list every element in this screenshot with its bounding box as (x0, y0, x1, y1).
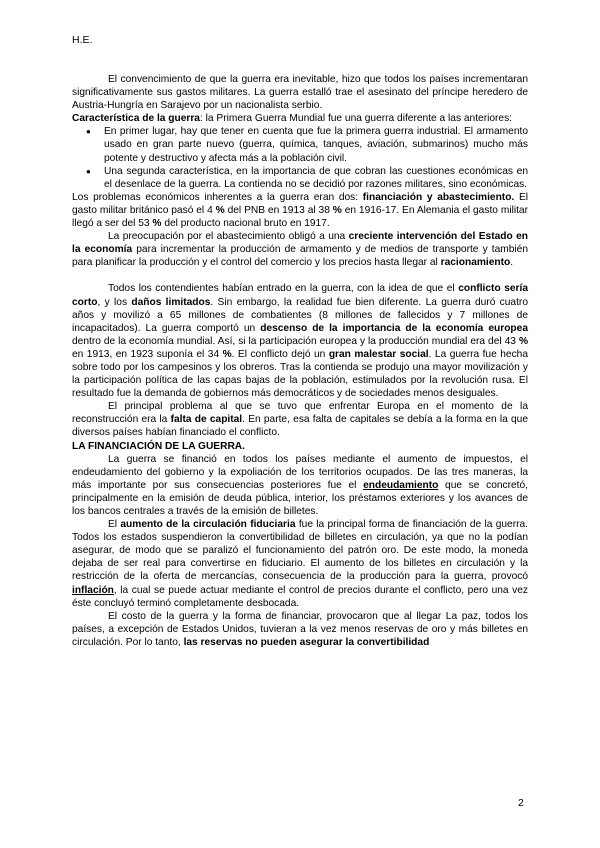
bold-underlined-term: endeudamiento (363, 479, 439, 491)
page-number: 2 (518, 797, 524, 809)
page-header: H.E. (72, 34, 93, 46)
spacer (72, 269, 528, 282)
paragraph-reserves: El costo de la guerra y la forma de financiar, provocaron que al llegar La paz, todos los países, a excepción de Estados Unidos, tuvieran a la vez menos reservas de oro y más billetes en circulación. Por lo tanto, las reservas no pueden asegurar la convertibilidad (72, 610, 528, 648)
bold-term: creciente intervención del Estado en la economía (72, 231, 528, 256)
bold-term: racionamiento (440, 257, 511, 269)
bold-term: daños limitados (131, 296, 211, 308)
bold-underlined-term: inflación (72, 584, 114, 596)
bold-term: falta de capital (170, 414, 243, 426)
bold-term: las reservas no pueden asegurar la convertibilidad (183, 636, 430, 648)
bold-term: financiación y abastecimiento. (362, 191, 515, 203)
list-item: ● Una segunda característica, en la importancia de que cobran las cuestiones económicas en el desenlace de la guerra. La contienda no se decidió por razones militares, sino económicas. (104, 165, 528, 191)
paragraph-consequences: Todos los contendientes habían entrado en la guerra, con la idea de que el conflicto sería corto, y los daños limitados. Sin embargo, la realidad fue bien diferente. La guerra duró cuatro años y movilizó a 65 millones de combatientes (8 millones de fallecidos y 7 millones de incapacitados). La guerra comportó un descenso de la importancia de la economía europea dentro de la economía mundial. Así, si la participación europea y la producción mundial era del 43 % en 1913, en 1923 suponía el 34 %. El conflicto dejó un gran malestar social. La guerra fue hecha sobre todo por los campesinos y los obreros. Tras la contienda se produjo una mayor movilización y la participación política de las capas bajas de la población, estimulados por la revolución rusa. El resultado fue la demanda de gobiernos más democráticos y de sociedades menos desiguales. (72, 283, 528, 400)
paragraph-supply: La preocupación por el abastecimiento obligó a una creciente intervención del Estado en la economía para incrementar la producción de armamento y de medios de transporte y también para planificar la producción y el control del comercio y los precios hasta llegar al racionamiento. (72, 231, 528, 269)
paragraph-intro: El convencimiento de que la guerra era inevitable, hizo que todos los países incrementaran significativamente sus gastos militares. La guerra estalló trae el asesinato del príncipe heredero de Austria-Hungría en Sarajevo por un nacionalista serbio. (72, 74, 528, 112)
paragraph-financing: La guerra se financió en todos los países mediante el aumento de impuestos, el endeudamiento del gobierno y la expoliación de los territorios ocupados. De las tres maneras, la más importante por sus consecuencias posteriores fue el endeudamiento que se concretó, principalmente en la emisión de deuda pública, interior, los préstamos exteriores y los avances de los bancos centrales a través de la emisión de billetes. (72, 453, 528, 517)
paragraph-characteristics: Característica de la guerra: la Primera Guerra Mundial fue una guerra diferente a las anteriores: (72, 113, 512, 125)
paragraph-economic-problems: Los problemas económicos inherentes a la guerra eran dos: financiación y abastecimiento. El gasto militar británico pasó el 4 % del PNB en 1913 al 38 % en 1916-17. En Alemania el gasto militar llegó a ser del 53 % del producto nacional bruto en 1917. (72, 191, 529, 230)
bold-term: conflicto sería corto (72, 283, 528, 308)
section-heading: LA FINANCIACIÓN DE LA GUERRA. (72, 440, 245, 452)
bullet-list (72, 125, 528, 190)
list-item: ● En primer lugar, hay que tener en cuenta que fue la primera guerra industrial. El armamento usado en gran parte nuevo (guerra, química, tanques, aviación, submarinos) mucho más potente y destructivo y afecta más a la población civil. (104, 125, 528, 164)
bold-term: gran malestar social (328, 348, 429, 360)
bold-term: descenso de la importancia de la economía europea (260, 322, 528, 334)
page-body (72, 73, 528, 649)
bold-term: Característica de la guerra (72, 113, 200, 125)
paragraph-capital: El principal problema al que se tuvo que enfrentar Europa en el momento de la reconstrucción era la falta de capital. En parte, esa falta de capitales se debía a la forma en la que diversos países habían financiado el conflicto. (72, 401, 528, 439)
paragraph-fiduciary: El aumento de la circulación fiduciaria fue la principal forma de financiación de la guerra. Todos los estados suspendieron la convertibilidad de billetes en circulación, ya que no la podían asegurar, de modo que se paralizó el funcionamiento del patrón oro. De este modo, la moneda dejaba de ser real para convertirse en fiduciario. El aumento de los billetes en circulación y la restricción de la oferta de mercancías, consecuencia de la producción para la guerra, provocó inflación, la cual se puede actuar mediante el control de precios durante el conflicto, pero una vez éste concluyó terminó completamente desbocada. (72, 519, 528, 609)
bold-term: aumento de la circulación fiduciaria (120, 519, 296, 531)
